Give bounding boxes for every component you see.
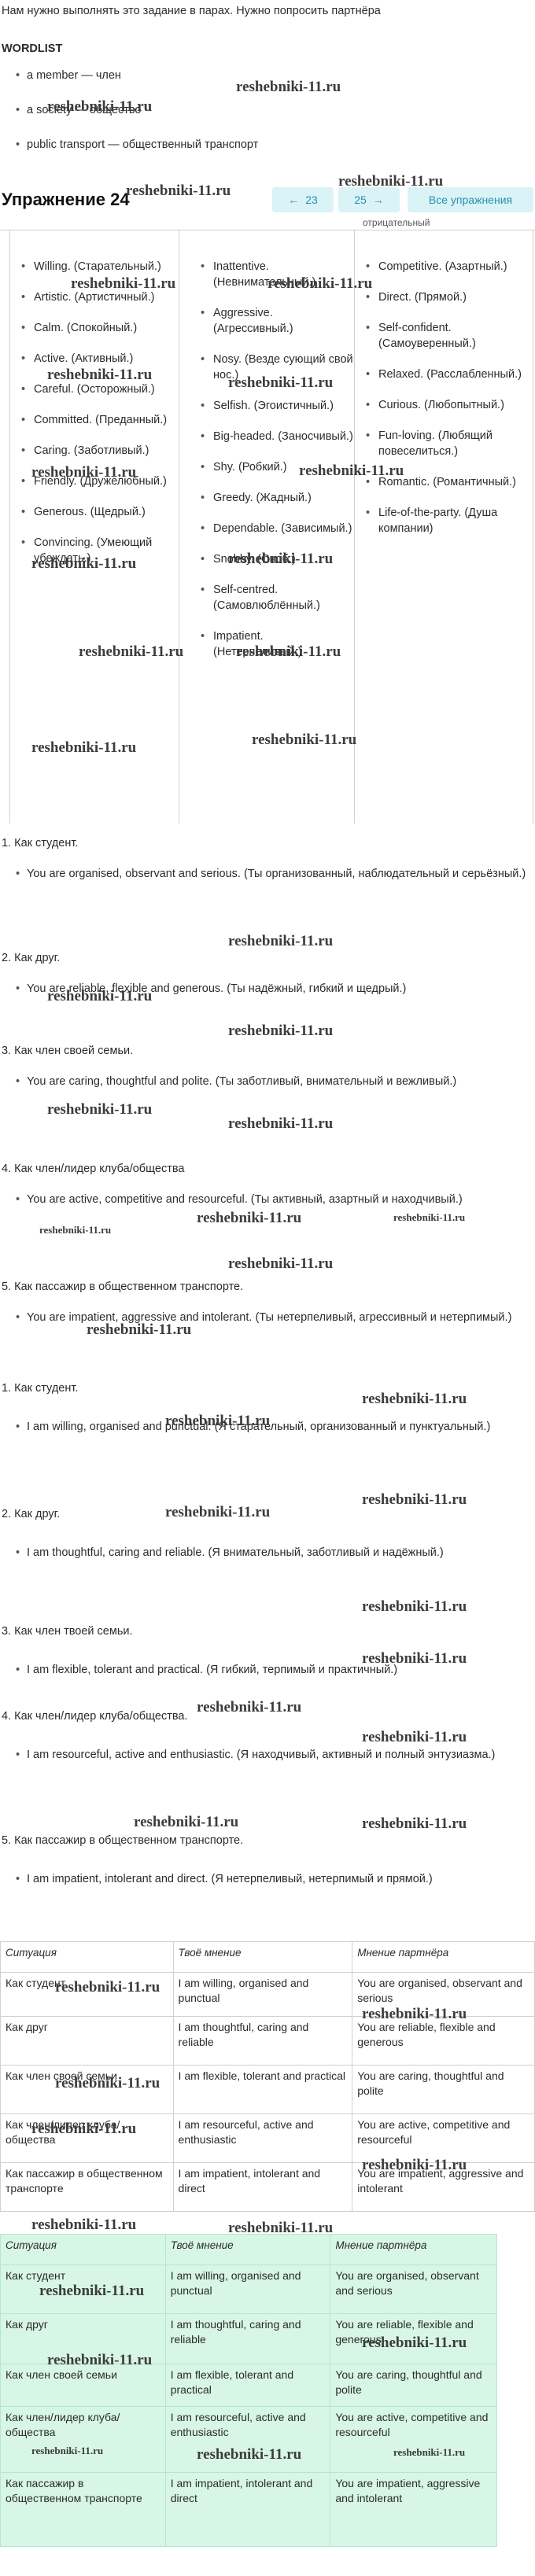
table-header-cell: Мнение партнёра (330, 2235, 497, 2265)
table-header-cell: Мнение партнёра (352, 1942, 535, 1973)
table-cell: Как друг (1, 2314, 166, 2364)
table-cell: I am flexible, tolerant and practical (165, 2364, 330, 2407)
adjective-item: • Direct. (Прямой.) (355, 289, 533, 305)
adjectives-column-positive (9, 230, 179, 824)
watermark (228, 1255, 333, 1273)
self-answer-5 (0, 1833, 535, 1888)
table-cell: You are reliable, flexible and generous (330, 2314, 497, 2364)
adjective-item: • Nosy. (Везде сующий свой нос.) (179, 352, 354, 383)
next-exercise-button[interactable] (338, 187, 400, 212)
self-answer-1 (0, 1380, 535, 1435)
answer-heading: 3. Как член своей семьи. (2, 1045, 134, 1057)
table-row (1, 2314, 497, 2364)
prev-exercise-label: 23 (305, 193, 318, 206)
table-row (1, 2364, 497, 2407)
arrow-left-icon: ← (288, 193, 300, 206)
wordlist-item: • a member — член (0, 68, 535, 83)
intro-text: Нам нужно выполнять это задание в парах. Нужно попросить партнёра (2, 5, 381, 17)
table-row (1, 2265, 497, 2314)
wordlist-title: WORDLIST (2, 42, 63, 55)
table-row (1, 2163, 535, 2212)
table-header-cell: Твоё мнение (165, 2235, 330, 2265)
table-cell: You are impatient, aggressive and intolerant (352, 2163, 535, 2212)
table-cell: You are caring, thoughtful and polite (330, 2364, 497, 2407)
answer-text: • I am flexible, tolerant and practical. (Я гибкий, терпимый и практичный.) (0, 1661, 535, 1679)
self-answer-4 (0, 1708, 535, 1763)
adjective-item: • Self-centred. (Самовлюблённый.) (179, 582, 354, 614)
watermark (393, 1211, 465, 1224)
watermark (197, 1210, 301, 1227)
table-cell: You are reliable, flexible and generous (352, 2017, 535, 2066)
table-row (1, 2114, 535, 2163)
answer-heading: 5. Как пассажир в общественном транспорте. (2, 1834, 244, 1847)
prev-exercise-button[interactable] (272, 187, 334, 212)
answer-text: • You are organised, observant and serious. (Ты организованный, наблюдательный и серьёзный.) (0, 865, 535, 883)
self-answer-2 (0, 1506, 535, 1561)
adjective-item: • Selfish. (Эгоистичный.) (179, 398, 354, 414)
adjective-item: • Impatient. (Нетерпеливый.) (179, 628, 354, 660)
table-cell: Как пассажир в общественном транспорте (1, 2473, 166, 2547)
answer-text: • I am thoughtful, caring and reliable. (Я внимательный, заботливый и надёжный.) (0, 1544, 535, 1561)
adjective-item: • Willing. (Старательный.) (10, 259, 179, 275)
wordlist-item: • public transport — общественный транспорт (0, 137, 535, 153)
table-header-row (1, 1942, 535, 1973)
partner-answer-3 (0, 1043, 535, 1090)
table-cell: You are organised, observant and serious (352, 1973, 535, 2017)
partner-answer-2 (0, 950, 535, 997)
table-cell: Как друг (1, 2017, 174, 2066)
adjective-item: • Committed. (Преданный.) (10, 412, 179, 428)
adjectives-column-neutral (355, 230, 533, 824)
adjectives-column-negative (179, 230, 355, 824)
answer-text: • You are impatient, aggressive and intolerant. (Ты нетерпеливый, агрессивный и нетерпимый.) (0, 1309, 535, 1326)
table-cell: You are caring, thoughtful and polite (352, 2066, 535, 2114)
answer-heading: 2. Как друг. (2, 1508, 61, 1520)
table-cell: You are active, competitive and resourceful (352, 2114, 535, 2163)
table-cell: Как член/лидер клуба/общества (1, 2407, 166, 2473)
watermark (228, 1023, 333, 1040)
adjective-item: • Relaxed. (Расслабленный.) (355, 367, 533, 382)
watermark (362, 1598, 467, 1616)
table-row (1, 2017, 535, 2066)
table-header-cell: Твоё мнение (173, 1942, 352, 1973)
adjective-item: • Romantic. (Романтичный.) (355, 474, 533, 490)
answer-text: • I am resourceful, active and enthusiastic. (Я находчивый, активный и полный энтузиазма.) (0, 1746, 535, 1763)
adjective-item: • Big-headed. (Заносчивый.) (179, 429, 354, 444)
adjective-item: • Artistic. (Артистичный.) (10, 289, 179, 305)
table-cell: Как член своей семьи (1, 2364, 166, 2407)
adjective-item: • Fun-loving. (Любящий повеселиться.) (355, 428, 533, 459)
table-cell: Как член/лидер клуба/общества (1, 2114, 174, 2163)
summary-table (0, 1941, 535, 2212)
adjective-item: • Convincing. (Умеющий убеждать.) (10, 535, 179, 566)
answer-heading: 1. Как студент. (2, 837, 79, 849)
adjective-item: • Greedy. (Жадный.) (179, 490, 354, 506)
exercise-header (0, 182, 535, 217)
partner-answer-4 (0, 1161, 535, 1208)
adjective-item: • Competitive. (Азартный.) (355, 259, 533, 275)
table-cell: Как студент (1, 1973, 174, 2017)
summary-table-highlighted (0, 2234, 497, 2547)
table-cell: I am impatient, intolerant and direct (173, 2163, 352, 2212)
adjective-item: • Friendly. (Дружелюбный.) (10, 474, 179, 489)
wordlist (0, 55, 535, 153)
table-row (1, 1973, 535, 2017)
watermark (47, 1101, 152, 1118)
partner-answer-5 (0, 1279, 535, 1326)
answer-heading: 4. Как член/лидер клуба/общества (2, 1163, 185, 1175)
adjective-item: • Shy. (Робкий.) (179, 459, 354, 475)
adjective-item: • Caring. (Заботливый.) (10, 443, 179, 459)
next-exercise-label: 25 (354, 193, 367, 206)
answer-text: • I am impatient, intolerant and direct. (Я нетерпеливый, нетерпимый и прямой.) (0, 1870, 535, 1888)
table-cell: I am willing, organised and punctual (173, 1973, 352, 2017)
table-row (1, 2066, 535, 2114)
table-header-row (1, 2235, 497, 2265)
watermark (31, 2217, 136, 2234)
adjective-item: • Snobby. (Сноб.) (179, 551, 354, 567)
adjective-item: • Generous. (Щедрый.) (10, 504, 179, 520)
table-cell: You are organised, observant and serious (330, 2265, 497, 2314)
column-heading-cut: отрицательный (363, 217, 430, 228)
adjectives-table (0, 230, 535, 824)
answer-heading: 5. Как пассажир в общественном транспорте. (2, 1281, 244, 1293)
adjective-item: • Dependable. (Зависимый.) (179, 521, 354, 536)
watermark (39, 1224, 111, 1236)
answer-text: • I am willing, organised and punctual. (Я старательный, организованный и пунктуальный.) (0, 1418, 535, 1435)
answer-text: • You are caring, thoughtful and polite. (Ты заботливый, внимательный и вежливый.) (0, 1073, 535, 1090)
adjective-item: • Active. (Активный.) (10, 351, 179, 367)
answer-text: • You are active, competitive and resourceful. (Ты активный, азартный и находчивый.) (0, 1191, 535, 1208)
table-cell: Как член своей семьи (1, 2066, 174, 2114)
exercise-title: Упражнение 24 (2, 190, 130, 209)
table-cell: I am willing, organised and punctual (165, 2265, 330, 2314)
adjective-item: • Life-of-the-party. (Душа компании) (355, 505, 533, 536)
watermark (134, 1814, 238, 1831)
table-cell: Как студент (1, 2265, 166, 2314)
table-row (1, 2473, 497, 2547)
table-cell: I am impatient, intolerant and direct (165, 2473, 330, 2547)
watermark (228, 933, 333, 950)
table-cell: Как пассажир в общественном транспорте (1, 2163, 174, 2212)
adjective-item: • Curious. (Любопытный.) (355, 397, 533, 413)
table-cell: You are active, competitive and resourceful (330, 2407, 497, 2473)
answer-heading: 4. Как член/лидер клуба/общества. (2, 1710, 188, 1723)
answer-text: • You are reliable, flexible and generous. (Ты надёжный, гибкий и щедрый.) (0, 980, 535, 997)
table-cell: I am resourceful, active and enthusiastic (165, 2407, 330, 2473)
table-row (1, 2407, 497, 2473)
wordlist-item: • a society — общество (0, 102, 535, 118)
table-cell: I am thoughtful, caring and reliable (165, 2314, 330, 2364)
adjective-item: • Calm. (Спокойный.) (10, 320, 179, 336)
partner-answer-1 (0, 835, 535, 883)
table-header-cell: Ситуация (1, 2235, 166, 2265)
watermark (362, 1815, 467, 1833)
answer-heading: 3. Как член твоей семьи. (2, 1625, 133, 1638)
arrow-right-icon: → (372, 193, 384, 206)
answer-heading: 1. Как студент. (2, 1382, 79, 1395)
answer-heading: 2. Как друг. (2, 952, 61, 964)
adjective-item: • Careful. (Осторожный.) (10, 381, 179, 397)
table-cell: I am thoughtful, caring and reliable (173, 2017, 352, 2066)
adjective-item: • Inattentive. (Невнимательный.) (179, 259, 354, 290)
table-cell: I am resourceful, active and enthusiastic (173, 2114, 352, 2163)
table-cell: I am flexible, tolerant and practical (173, 2066, 352, 2114)
all-exercises-button[interactable]: Все упражнения (408, 187, 533, 212)
watermark (228, 1115, 333, 1133)
self-answer-3 (0, 1623, 535, 1679)
adjective-item: • Aggressive. (Агрессивный.) (179, 305, 354, 337)
table-header-cell: Ситуация (1, 1942, 174, 1973)
adjective-item: • Self-confident. (Самоуверенный.) (355, 320, 533, 352)
table-cell: You are impatient, aggressive and intolerant (330, 2473, 497, 2547)
